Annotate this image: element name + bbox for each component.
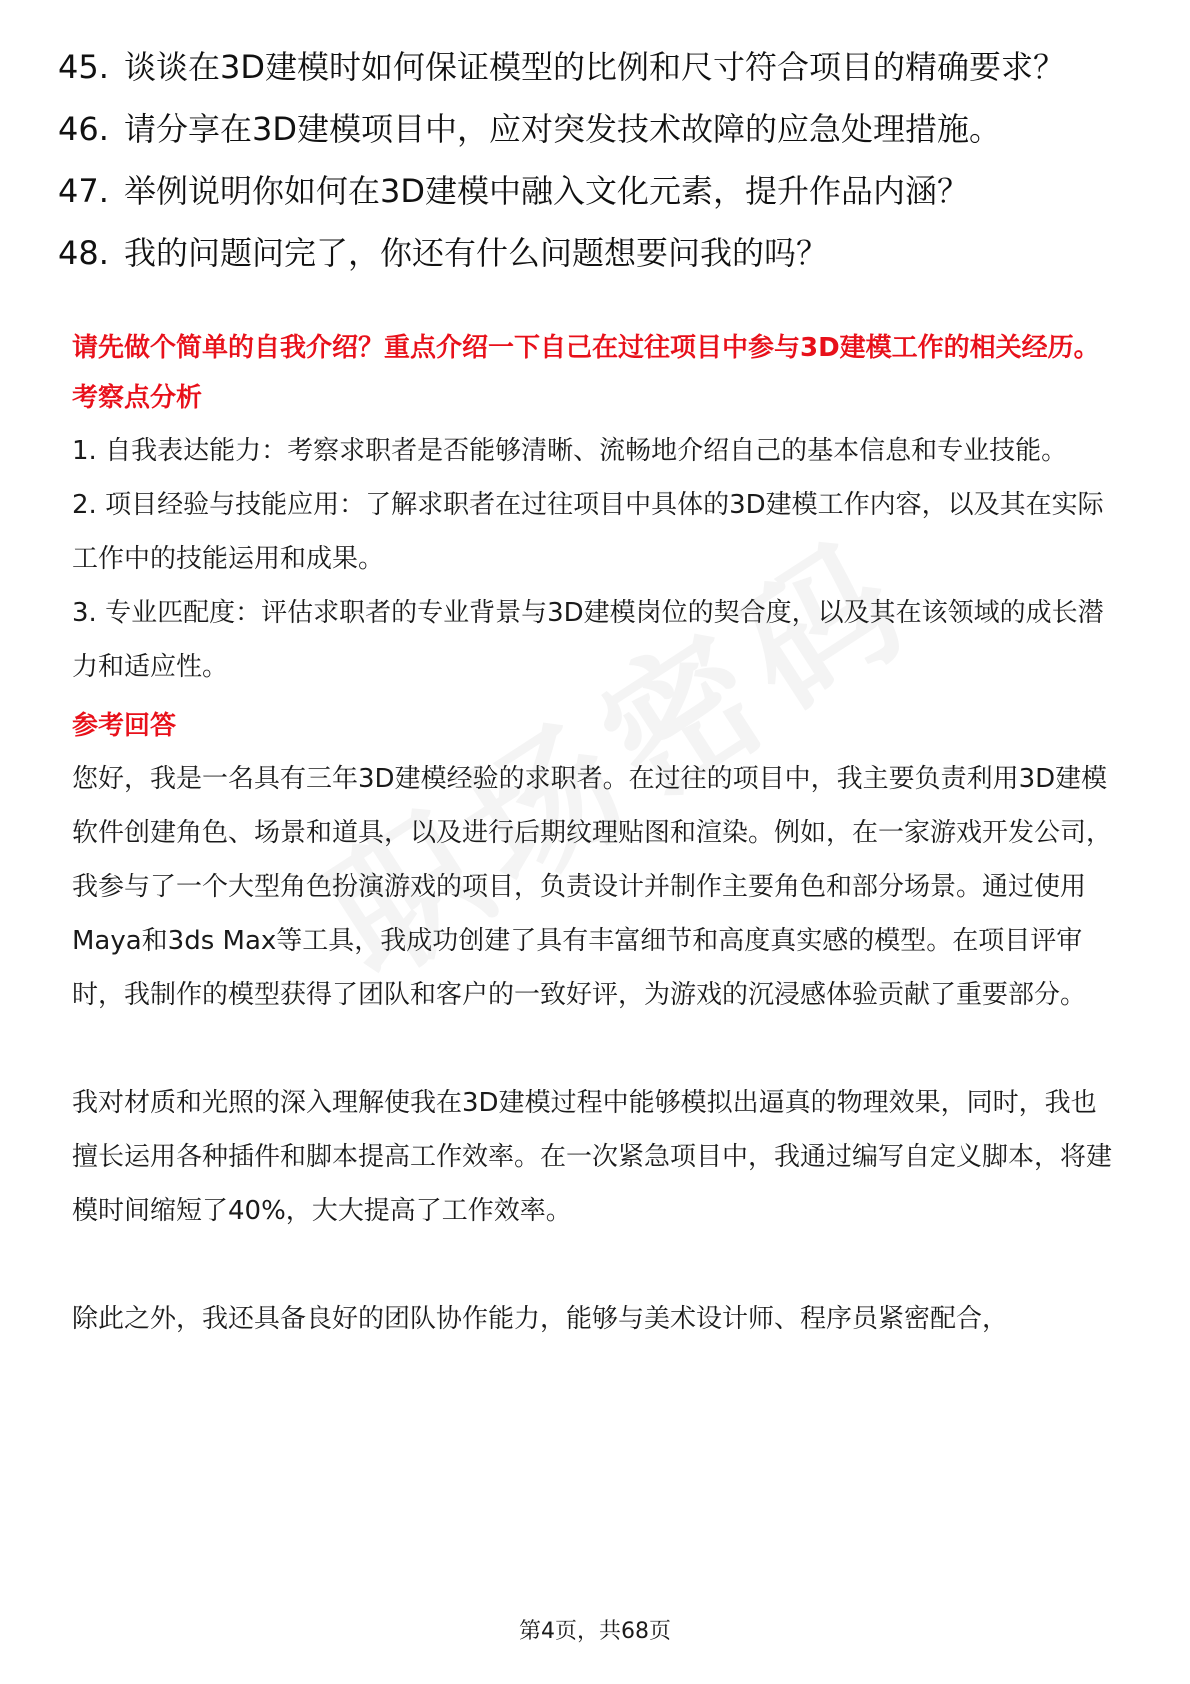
question-number: 47. [58,172,109,210]
question-list [58,46,1118,294]
question-number: 48. [58,234,109,272]
paragraph-spacer [72,1022,1122,1076]
analysis-item: 3. 专业匹配度：评估求职者的专业背景与3D建模岗位的契合度，以及其在该领域的成长潜力和适应性。 [72,598,1104,682]
answer-title: 参考回答 [72,711,177,741]
answer-paragraph: 您好，我是一名具有三年3D建模经验的求职者。在过往的项目中，我主要负责利用3D建模软件创建角色、场景和道具，以及进行后期纹理贴图和渲染。例如，在一家游戏开发公司，我参与了一个大型角色扮演游戏的项目，负责设计并制作主要角色和部分场景。通过使用Maya和3ds Max等工具，我成功创建了具有丰富细节和高度真实感的模型。在项目评审时，我制作的模型获得了团队和客户的一致好评，为游戏的沉浸感体验贡献了重要部分。 [72,764,1113,1010]
question-item [58,170,1118,212]
question-item [58,232,1118,274]
analysis-item: 1. 自我表达能力：考察求职者是否能够清晰、流畅地介绍自己的基本信息和专业技能。 [72,436,1068,466]
question-item [58,46,1118,88]
answer-paragraph: 我对材质和光照的深入理解使我在3D建模过程中能够模拟出逼真的物理效果，同时，我也擅长运用各种插件和脚本提高工作效率。在一次紧急项目中，我通过编写自定义脚本，将建模时间缩短了40%，大大提高了工作效率。 [72,1088,1113,1226]
analysis-list [72,424,1122,694]
analysis-title: 考察点分析 [72,383,203,413]
question-text: 我的问题问完了，你还有什么问题想要问我的吗？ [124,234,829,272]
analysis-item: 2. 项目经验与技能应用：了解求职者在过往项目中具体的3D建模工作内容，以及其在实际工作中的技能运用和成果。 [72,490,1104,574]
page-number-footer: 第4页，共68页 [519,1619,671,1644]
answer-paragraph: 除此之外，我还具备良好的团队协作能力，能够与美术设计师、程序员紧密配合， [72,1304,1009,1334]
question-item [58,108,1118,150]
main-question-heading: 请先做个简单的自我介绍？重点介绍一下自己在过往项目中参与3D建模工作的相关经历。 [72,333,1100,363]
question-number: 46. [58,110,109,148]
question-text: 请分享在3D建模项目中，应对突发技术故障的应急处理措施。 [124,110,1002,148]
question-text: 谈谈在3D建模时如何保证模型的比例和尺寸符合项目的精确要求？ [124,48,1066,86]
question-number: 45. [58,48,109,86]
paragraph-spacer [72,1238,1122,1292]
main-content [72,330,1122,1346]
question-text: 举例说明你如何在3D建模中融入文化元素，提升作品内涵？ [124,172,970,210]
